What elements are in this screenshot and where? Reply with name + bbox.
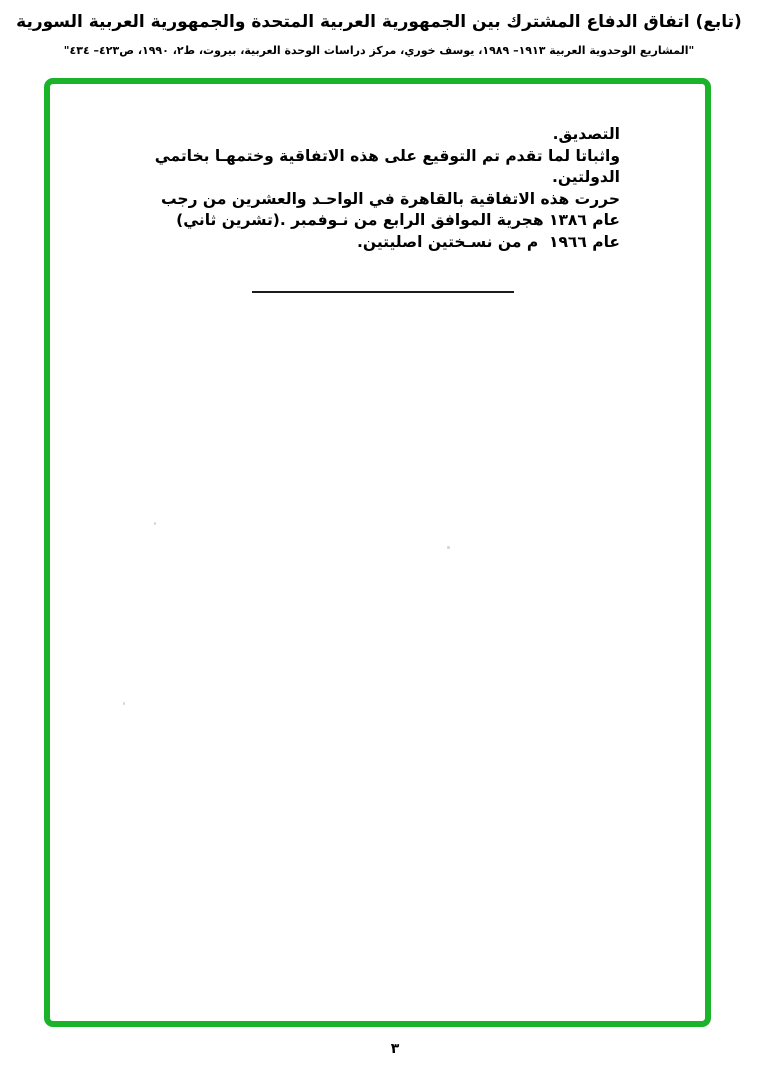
body-line: الدولتين. [551, 168, 620, 187]
page-number: ٣ [390, 1041, 400, 1057]
document-title: (تابع) اتفاق الدفاع المشترك بين الجمهورية العربية المتحدة والجمهورية العربية السورية [16, 12, 742, 32]
scan-speck [154, 522, 156, 525]
separator-line [252, 291, 514, 293]
body-line: التصديق. [552, 125, 620, 143]
source-citation: "المشاريع الوحدوية العربية ١٩١٣– ١٩٨٩، يوسف خوري، مركز دراسات الوحدة العربية، بيروت، ط٢، ١٩٩٠، ص٤٢٣– ٤٣٤" [63, 44, 695, 57]
body-line: عام ١٩٦٦ م من نسـختين اصليتين. [356, 232, 620, 251]
body-line: عام ١٣٨٦ هجرية الموافق الرابع من نـوفمبر .(تشرين ثاني) [176, 211, 620, 230]
body-line: حررت هذه الاتفاقية بالقاهرة في الواحـد والعشرين من رجب [161, 189, 620, 208]
scan-speck [447, 546, 450, 549]
body-line: واثباتا لما تقدم تم التوقيع على هذه الاتفاقية وختمهـا بخاتمي [154, 146, 620, 165]
body-text-block [148, 124, 620, 254]
scan-speck [123, 702, 125, 705]
